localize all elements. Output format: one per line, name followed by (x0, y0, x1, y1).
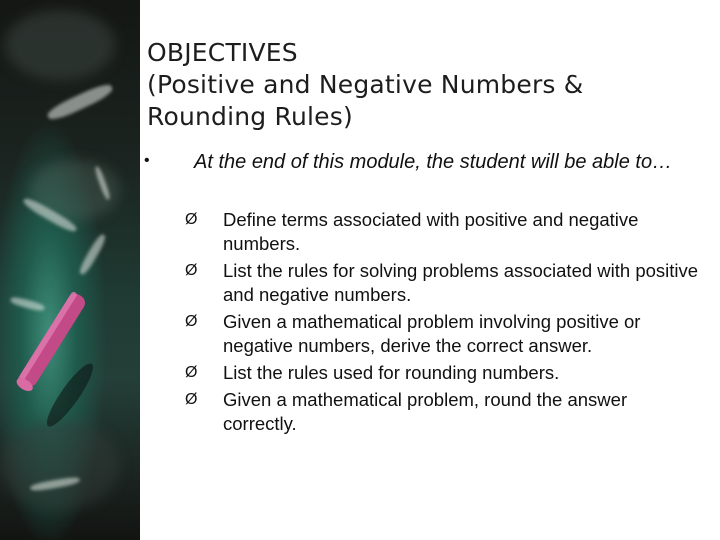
list-item (185, 361, 705, 385)
list-item-text: List the rules for solving problems associated with positive and negative numbers. (223, 260, 699, 305)
bullet-icon: • (144, 152, 150, 169)
list-item (185, 259, 705, 307)
arrow-bullet-icon: Ø (185, 391, 198, 408)
chalkboard-image (0, 0, 140, 540)
arrow-bullet-icon: Ø (185, 313, 198, 330)
chalk-stick-icon (0, 0, 140, 540)
list-item (185, 388, 705, 436)
slide-title (147, 37, 687, 133)
list-item-text: Given a mathematical problem, round the answer correctly. (223, 389, 628, 434)
title-line: Rounding Rules) (147, 102, 353, 131)
list-item (185, 310, 705, 358)
list-item-text: Given a mathematical problem involving positive or negative numbers, derive the correct answer. (223, 311, 641, 356)
arrow-bullet-icon: Ø (185, 211, 198, 228)
arrow-bullet-icon: Ø (185, 364, 198, 381)
objectives-list (185, 208, 705, 439)
list-item (185, 208, 705, 256)
title-line: OBJECTIVES (147, 38, 298, 67)
list-item-text: List the rules used for rounding numbers. (223, 362, 560, 383)
main-bullet-text: At the end of this module, the student will be able to… (194, 151, 673, 173)
title-line: (Positive and Negative Numbers & (147, 70, 584, 99)
list-item-text: Define terms associated with positive and negative numbers. (223, 209, 639, 254)
arrow-bullet-icon: Ø (185, 262, 198, 279)
